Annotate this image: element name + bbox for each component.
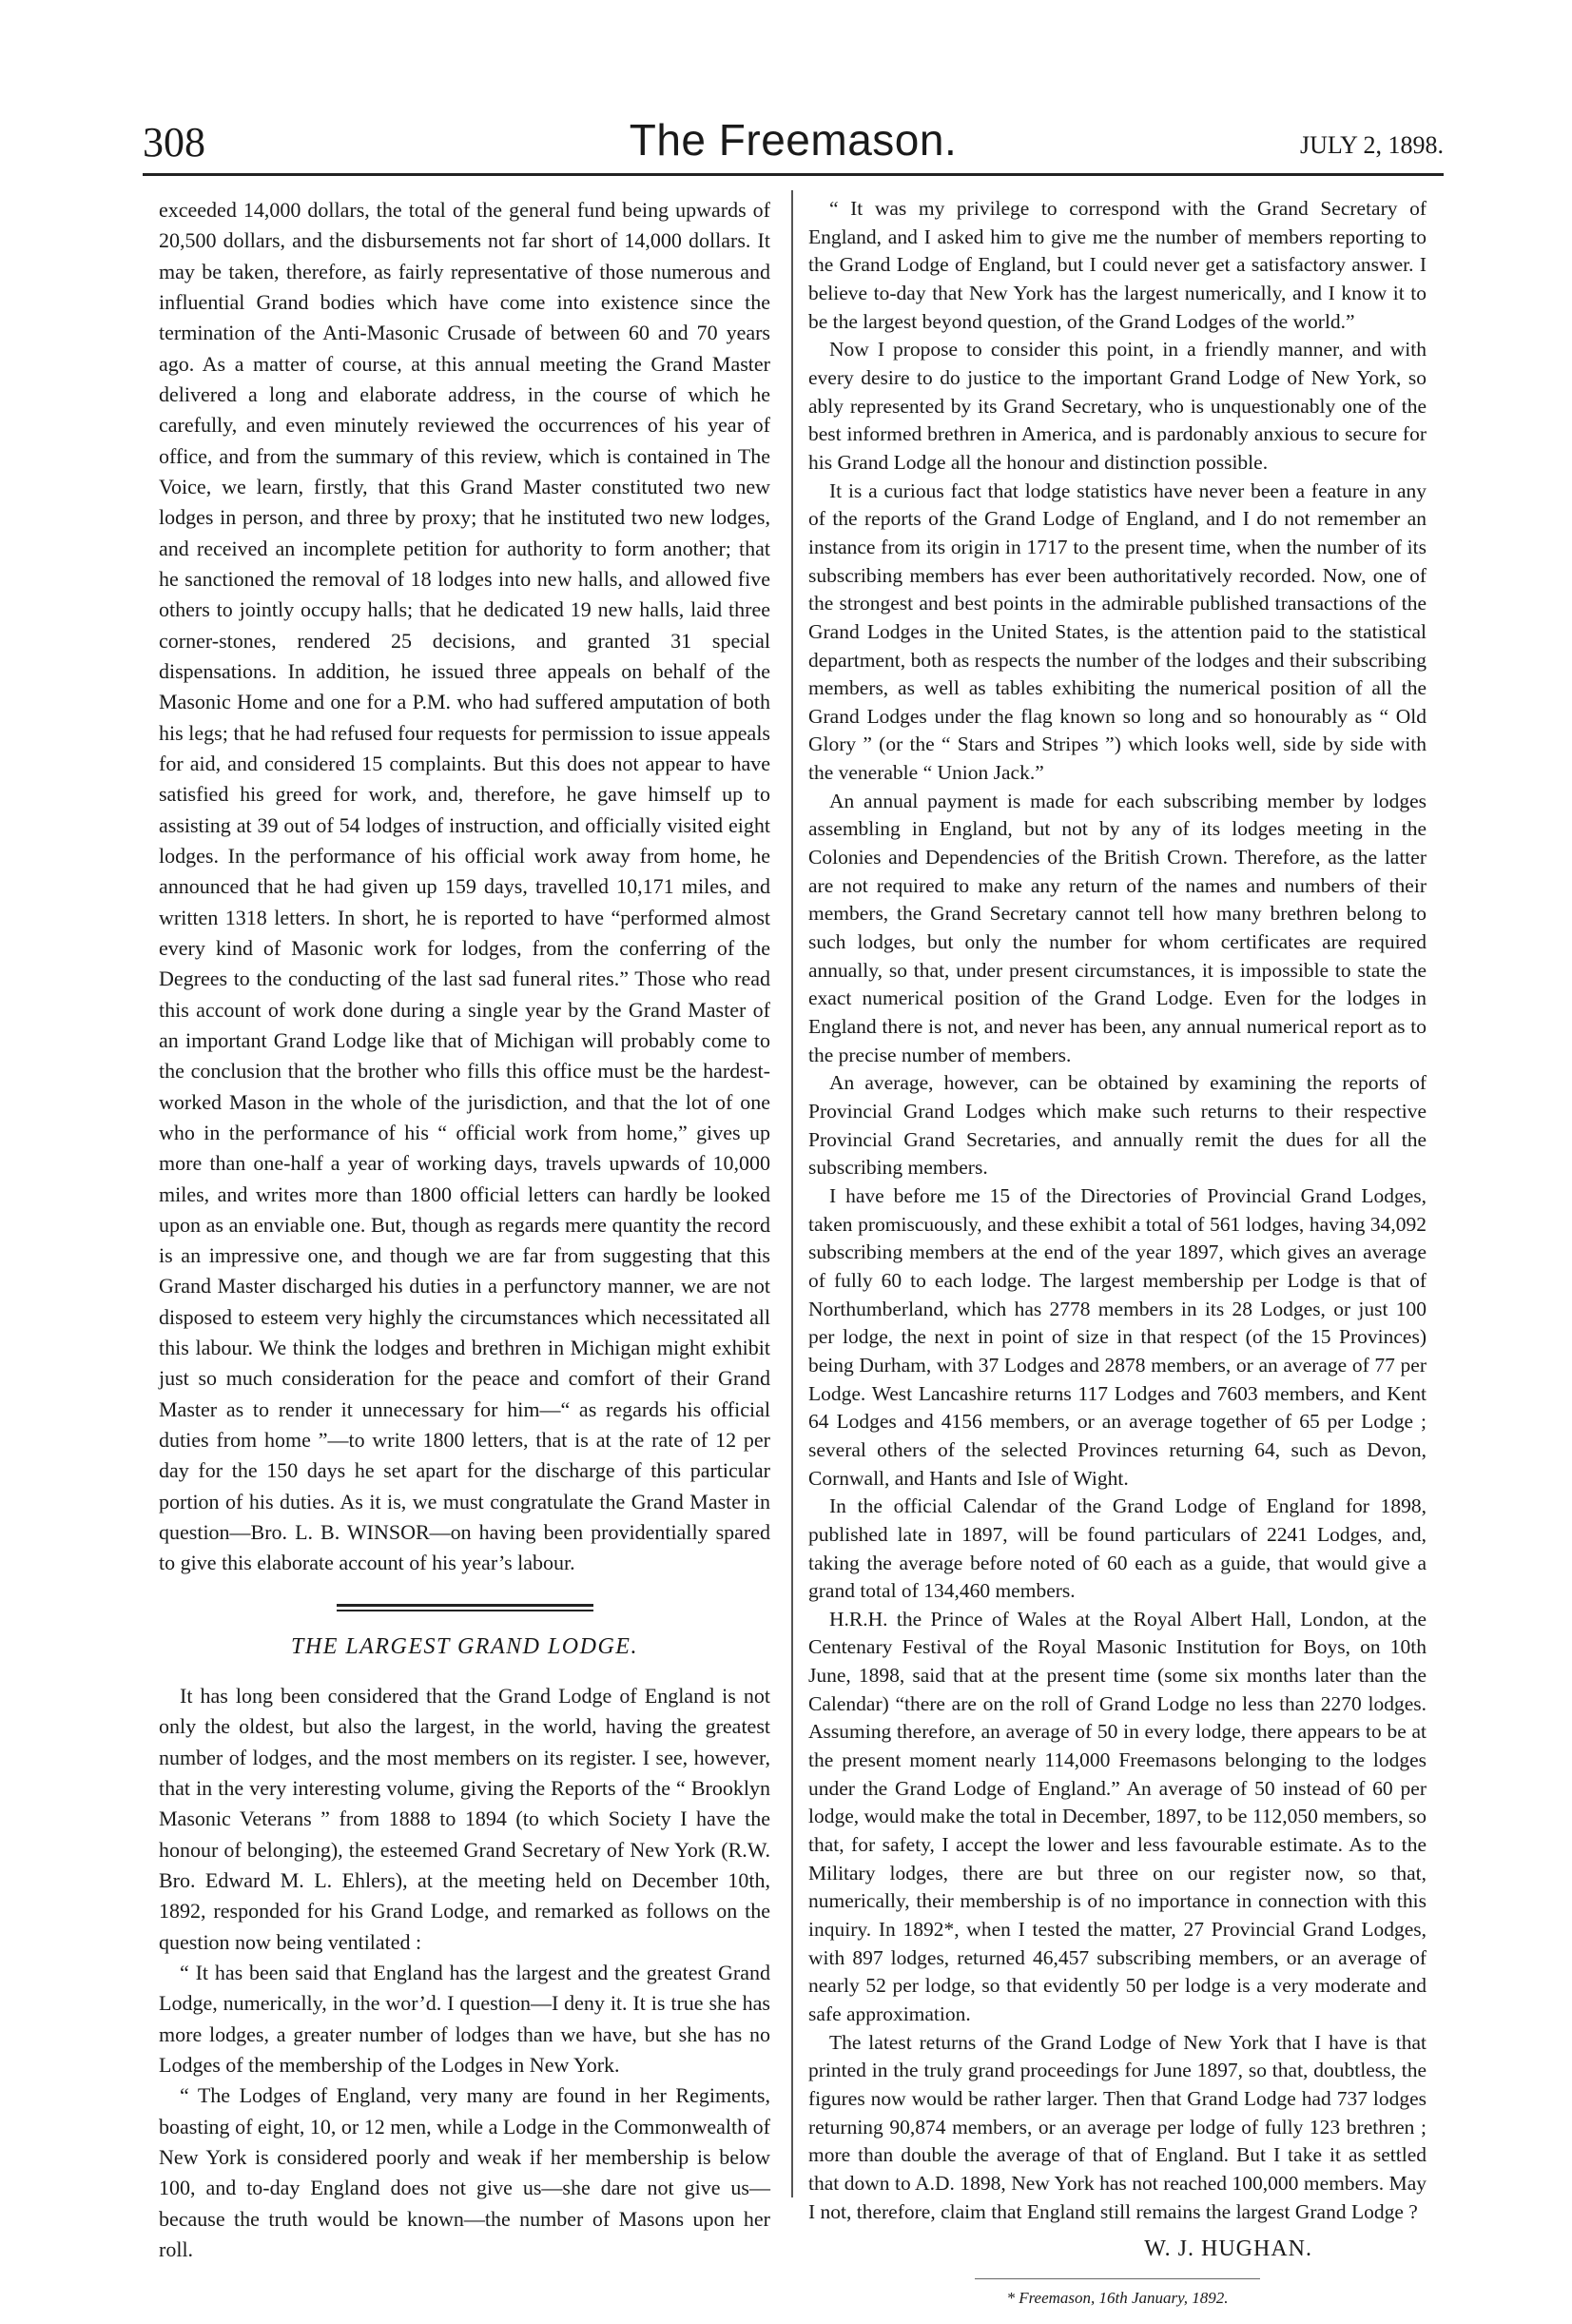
- newspaper-title: The Freemason.: [629, 115, 958, 165]
- page-number: 308: [143, 119, 205, 166]
- author-signature: W. J. HUGHAN.: [1144, 2236, 1312, 2262]
- column-divider: [791, 190, 793, 2197]
- masthead: [143, 114, 1444, 171]
- article-paragraph: An annual payment is made for each subscribing member by lodges assembling in England, but not by any of its lodges meeting in the Colonies and Dependencies of the British Crown. Therefore, as the latter are not required to make any return of the names and numbers of their members, the Grand Secretary cannot tell how many brethren belong to such lodges, but only the number for whom certificates are required annually, so that, under present circumstances, it is impossible to state the exact numerical position of the Grand Lodge. Even for the lodges in England there is not, and never has been, any annual numerical report as to the precise number of members.: [808, 789, 1426, 1066]
- left-column: [159, 195, 770, 2265]
- footnote: * Freemason, 16th January, 1892.: [1006, 2289, 1229, 2308]
- section-separator: [337, 1604, 593, 1611]
- section-heading: THE LARGEST GRAND LODGE.: [291, 1633, 638, 1659]
- article-paragraph: An average, however, can be obtained by examining the reports of Provincial Grand Lodges which make such returns to their respective Provincial Grand Secretaries, and annually remit the dues for all the subscribing members.: [808, 1071, 1426, 1180]
- right-column: [808, 195, 1426, 2310]
- issue-date: JULY 2, 1898.: [1300, 131, 1444, 159]
- article-paragraph: “ The Lodges of England, very many are found in her Regiments, boasting of eight, 10, or 12 men, while a Lodge in the Commonwealth of New York is considered poorly and weak if her membership is below 100, and to-day England does not give us—she dare not give us—because the truth would be known—the number of Masons upon her roll.: [159, 2083, 770, 2261]
- article-paragraph: exceeded 14,000 dollars, the total of the general fund being upwards of 20,500 dollars, and the disbursements not far short of 14,000 dollars. It may be taken, therefore, as fairly representative of those numerous and influential Grand bodies which have come into existence since the termination of the Anti-Masonic Crusade of between 60 and 70 years ago. As a matter of course, at this annual meeting the Grand Master delivered a long and elaborate address, in the course of which he carefully, and even minutely reviewed the occurrences of his year of office, and from the summary of this review, which is contained in The Voice, we learn, firstly, that this Grand Master constituted two new lodges in person, and three by proxy; that he instituted two new lodges, and received an incomplete petition for authority to form another; that he sanctioned the removal of 18 lodges into new halls, and allowed five others to jointly occupy halls; that he dedicated 19 new halls, laid three corner-stones, rendered 25 decisions, and granted 31 special dispensations. In addition, he issued three appeals on behalf of the Masonic Home and one for a P.M. who had suffered amputation of both his legs; that he had refused four requests for permission to issue appeals for aid, and considered 15 complaints. But this does not appear to have satisfied his greed for work, and, therefore, he gave himself up to assisting at 39 out of 54 lodges of instruction, and officially visited eight lodges. In the performance of his official work away from home, he announced that he had given up 159 days, travelled 10,171 miles, and written 1318 letters. In short, he is reported to have “performed almost every kind of Masonic work for lodges, from the conferring of the Degrees to the conducting of the last sad funeral rites.” Those who read this account of work done during a single year by the Grand Master of an important Grand Lodge like that of Michigan will probably come to the conclusion that the brother who fills this office must be the hardest-worked Mason in the whole of the jurisdiction, and that the lot of one who in the performance of his “ official work from home,” gives up more than one-half a year of working days, travels upwards of 10,000 miles, and writes more than 1800 official letters can hardly be looked upon as an enviable one. But, though as regards mere quantity the record is an impressive one, and though we are far from suggesting that this Grand Master discharged his duties in a perfunctory manner, we are not disposed to esteem very highly the circumstances which necessitated all this labour. We think the lodges and brethren in Michigan might exhibit just so much consideration for the peace and comfort of their Grand Master as to render it unnecessary for him—“ as regards his official duties from home ”—to write 1800 letters, that is at the rate of 12 per day for the 150 days he set apart for the discharge of this particular portion of his duties. As it is, we must congratulate the Grand Master in question—Bro. L. B. WINSOR—on having been providentially spared to give this elaborate account of his year’s labour.: [159, 198, 770, 1575]
- article-paragraph: “ It was my privilege to correspond with the Grand Secretary of England, and I asked him to give me the number of members reporting to the Grand Lodge of England, but I could never get a satisfactory answer. I believe to-day that New York has the largest numerically, and I know it to be the largest beyond question, of the Grand Lodges of the world.”: [808, 197, 1426, 333]
- article-paragraph: “ It has been said that England has the largest and the greatest Grand Lodge, numerically, in the wor’d. I question—I deny it. It is true she has more lodges, a greater number of lodges than we have, but she has no Lodges of the membership of the Lodges in New York.: [159, 1960, 770, 2077]
- article-paragraph: It has long been considered that the Grand Lodge of England is not only the oldest, but also the largest, in the world, having the greatest number of lodges, and the most members on its register. I see, however, that in the very interesting volume, giving the Reports of the “ Brooklyn Masonic Veterans ” from 1888 to 1894 (to which Society I have the honour of belonging), the esteemed Grand Secretary of New York (R.W. Bro. Edward M. L. Ehlers), at the meeting held on December 10th, 1892, responded for his Grand Lodge, and remarked as follows on the question now being ventilated :: [159, 1684, 770, 1954]
- article-paragraph: Now I propose to consider this point, in a friendly manner, and with every desire to do justice to the important Grand Lodge of New York, so ably represented by its Grand Secretary, who is unquestionably one of the best informed brethren in America, and is pardonably anxious to secure for his Grand Lodge all the honour and distinction possible.: [808, 338, 1426, 474]
- article-paragraph: The latest returns of the Grand Lodge of New York that I have is that printed in the truly grand proceedings for June 1897, so that, doubtless, the figures now would be rather larger. Then that Grand Lodge had 737 lodges returning 90,874 members, or an average per lodge of fully 123 brethren ; more than double the average of that of England. But I take it as settled that down to A.D. 1898, New York has not reached 100,000 members. May I not, therefore, claim that England still remains the largest Grand Lodge ?: [808, 2030, 1426, 2223]
- header-rule: [143, 173, 1444, 176]
- article-paragraph: H.R.H. the Prince of Wales at the Royal Albert Hall, London, at the Centenary Festival of the Royal Masonic Institution for Boys, on 10th June, 1898, said that at the present time (some six months later than the Calendar) “there are on the roll of Grand Lodge no less than 2270 lodges. Assuming therefore, an average of 50 in every lodge, there appears to be at the present moment nearly 114,000 Freemasons belonging to the lodges under the Grand Lodge of England.” An average of 50 instead of 60 per lodge, would make the total in December, 1897, to be 112,050 members, so that, for safety, I accept the lower and less favourable estimate. As to the Military lodges, there are but three on our register now, so that, numerically, their membership is of no importance in connection with this inquiry. In 1892*, when I tested the matter, 27 Provincial Grand Lodges, with 897 lodges, returned 46,457 subscribing members, or an average of nearly 52 per lodge, so that evidently 50 per lodge is a very moderate and safe approximation.: [808, 1607, 1426, 2025]
- article-paragraph: I have before me 15 of the Directories of Provincial Grand Lodges, taken promiscuously, and these exhibit a total of 561 lodges, having 34,092 subscribing members at the end of the year 1897, which gives an average of fully 60 to each lodge. The largest membership per Lodge is that of Northumberland, which has 2778 members in its 28 Lodges, or just 100 per lodge, the next in point of size in that respect (of the 15 Provinces) being Durham, with 37 Lodges and 2878 members, or an average of 77 per Lodge. West Lancashire returns 117 Lodges and 7603 members, and Kent 64 Lodges and 4156 members, or an average together of 65 per Lodge ; several others of the selected Provinces returning 64, such as Devon, Cornwall, and Hants and Isle of Wight.: [808, 1183, 1426, 1490]
- article-paragraph: It is a curious fact that lodge statistics have never been a feature in any of the reports of the Grand Lodge of England, and I do not remember an instance from its origin in 1717 to the present time, when the number of its subscribing members has ever been authoritatively recorded. Now, one of the strongest and best points in the admirable published transactions of the Grand Lodges in the United States, is the attention paid to the statistical department, both as respects the number of the lodges and their subscribing members, as well as tables exhibiting the numerical position of all the Grand Lodges under the flag known so long and so honourably as “ Old Glory ” (or the “ Stars and Stripes ”) which looks well, side by side with the venerable “ Union Jack.”: [808, 478, 1426, 785]
- article-paragraph: In the official Calendar of the Grand Lodge of England for 1898, published late in 1897, will be found particulars of 2241 Lodges, and, taking the average before noted of 60 each as a guide, that would give a grand total of 134,460 members.: [808, 1494, 1426, 1603]
- footnote-rule: [975, 2278, 1260, 2279]
